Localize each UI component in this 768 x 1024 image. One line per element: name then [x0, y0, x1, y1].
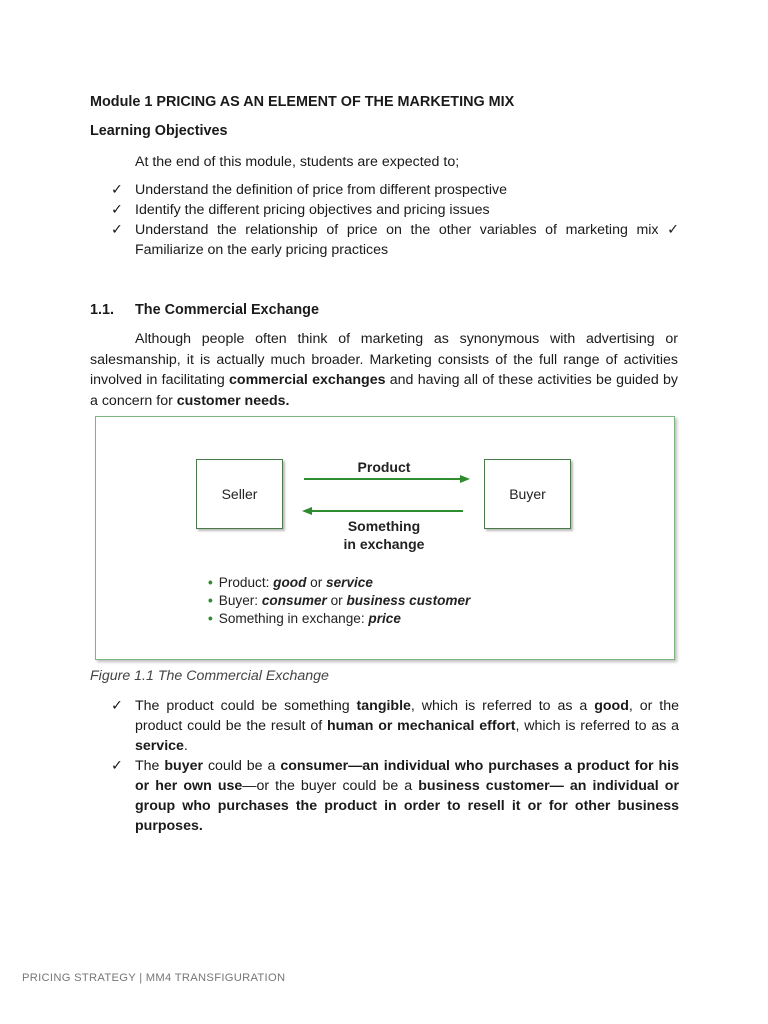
objective-item [111, 180, 679, 200]
objective-text: Understand the definition of price from different prospective [135, 182, 507, 198]
exchange-label-line-1: Something [347, 518, 421, 534]
paragraph-text: Although people often think of marketing as synonymous with advertising or salesmanship, it is actually much broader. Marketing consists of the full range of activities involved in facilitating [90, 331, 678, 388]
objectives-intro: At the end of this module, students are expected to; [135, 154, 460, 170]
seller-label: Seller [221, 486, 258, 502]
bullet-dot-icon: • [208, 575, 213, 590]
buyer-box [484, 459, 571, 529]
section-paragraph [90, 329, 678, 411]
details-list [111, 696, 679, 836]
paragraph-text: and having all of these activities be guided by a concern for [90, 372, 678, 409]
objective-item [111, 200, 679, 220]
objectives-list [111, 180, 679, 260]
commercial-exchange-figure [95, 416, 675, 660]
objective-text: Identify the different pricing objectives and pricing issues [135, 202, 490, 218]
check-icon: ✓ [111, 182, 123, 198]
product-label: Product [357, 459, 411, 475]
bullet-dot-icon: • [208, 611, 213, 626]
section-title: The Commercial Exchange [135, 302, 319, 318]
seller-box [196, 459, 283, 529]
check-icon: ✓ [111, 758, 123, 774]
paragraph-bold: commercial exchanges [229, 372, 386, 388]
something-in-exchange-label [306, 517, 462, 553]
arrow-head-left-icon [302, 507, 312, 515]
figure-bullet: • Buyer: consumer or business customer [208, 593, 471, 608]
exchange-arrows [296, 471, 476, 521]
page-footer: PRICING STRATEGY | MM4 TRANSFIGURATION [22, 972, 286, 984]
objective-text: Understand the relationship of price on the other variables of marketing mix ✓ Familiarize on the early pricing practices [135, 222, 679, 258]
check-icon: ✓ [111, 222, 123, 238]
check-icon: ✓ [111, 698, 123, 714]
check-icon: ✓ [111, 202, 123, 218]
figure-caption: Figure 1.1 The Commercial Exchange [90, 668, 329, 684]
module-heading: Module 1 PRICING AS AN ELEMENT OF THE MARKETING MIX [90, 94, 515, 110]
objective-item [111, 220, 679, 260]
exchange-label-line-2: in exchange [343, 536, 425, 552]
detail-item: ✓ The product could be something tangible, which is referred to as a good, or the product could be the result of human or mechanical effort, which is referred to as a service. [111, 698, 680, 754]
buyer-label: Buyer [509, 486, 546, 502]
section-number: 1.1. [90, 302, 115, 318]
section-heading [90, 300, 319, 320]
figure-bullet: • Product: good or service [208, 575, 373, 590]
learning-objectives-title: Learning Objectives [90, 123, 228, 139]
detail-item: ✓ The buyer could be a consumer—an individual who purchases a product for his or her own use—or the buyer could be a business customer— an individual or group who purchases the product in order to resell it or for other business purposes. [111, 758, 679, 834]
arrow-head-right-icon [460, 475, 470, 483]
paragraph-bold: customer needs. [176, 392, 290, 409]
bullet-dot-icon: • [208, 593, 213, 608]
figure-bullet: • Something in exchange: price [208, 611, 401, 626]
